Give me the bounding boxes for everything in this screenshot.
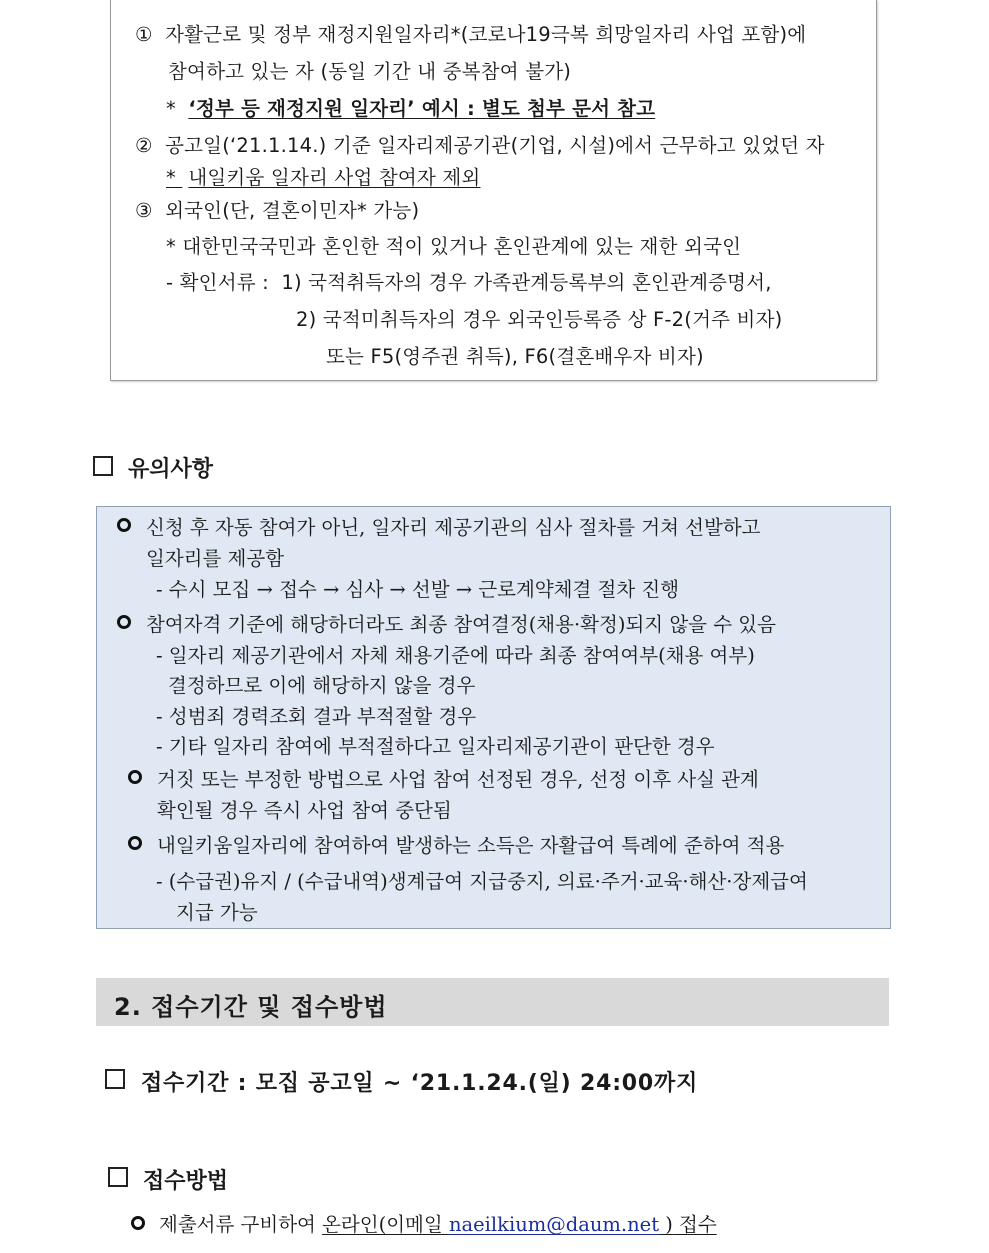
note-mark: * xyxy=(166,97,176,120)
eligibility-item-1 xyxy=(135,19,806,47)
notice-item-4-sub: - (수급권)유지 / (수급내역)생계급여 지급중지, 의료·주거·교육·해산·장제급여 xyxy=(156,870,808,893)
item-number: ① xyxy=(135,23,153,46)
method-heading: 접수방법 xyxy=(143,1169,229,1194)
notice-item-1-cont: 일자리를 제공함 xyxy=(146,547,285,570)
item-number: ③ xyxy=(135,199,153,222)
circle-bullet-icon xyxy=(128,770,142,784)
notice-item-2: 참여자격 기준에 해당하더라도 최종 참여결정(채용·확정)되지 않을 수 있음 xyxy=(146,613,776,636)
checkbox-icon xyxy=(93,456,113,476)
circle-bullet-icon xyxy=(117,615,131,629)
notice-item-4-sub-cont: 지급 가능 xyxy=(176,901,258,924)
notice-item-2-sub-1: - 일자리 제공기관에서 자체 채용기준에 따라 최종 참여여부(채용 여부) xyxy=(156,644,755,667)
checkbox-icon xyxy=(105,1069,125,1089)
notice-item-2-sub-2: - 성범죄 경력조회 결과 부적절할 경우 xyxy=(156,705,477,728)
docs-label: - 확인서류 : xyxy=(166,271,269,294)
eligibility-item-1-cont: 참여하고 있는 자 (동일 기간 내 중복참여 불가) xyxy=(168,60,572,83)
circle-bullet-icon xyxy=(131,1216,145,1230)
notice-item-4: 내일키움일자리에 참여하여 발생하는 소득은 자활급여 특례에 준하여 적용 xyxy=(157,834,785,857)
circle-bullet-icon xyxy=(117,518,131,532)
eligibility-item-2-note xyxy=(166,162,480,190)
method-online: 온라인(이메일 naeilkium@daum.net ) 접수 xyxy=(322,1213,717,1236)
eligibility-item-3 xyxy=(135,195,419,223)
eligibility-item-3-docs xyxy=(166,267,772,295)
note-mark: * xyxy=(166,166,176,189)
docs-line-2: 2) 국적미취득자의 경우 외국인등록증 상 F-2(거주 비자) xyxy=(296,308,783,331)
eligibility-item-3-note: * 대한민국국민과 혼인한 적이 있거나 혼인관계에 있는 재한 외국인 xyxy=(166,235,742,258)
notice-item-1: 신청 후 자동 참여가 아닌, 일자리 제공기관의 심사 절차를 거쳐 선발하고 xyxy=(146,516,761,539)
email-link[interactable]: naeilkium@daum.net xyxy=(448,1213,660,1236)
note-text: 내일키움 일자리 사업 참여자 제외 xyxy=(188,166,481,189)
docs-line-3: 또는 F5(영주권 취득), F6(결혼배우자 비자) xyxy=(326,345,704,368)
notice-item-2-sub-3: - 기타 일자리 참여에 부적절하다고 일자리제공기관이 판단한 경우 xyxy=(156,735,715,758)
notice-item-1-sub: - 수시 모집 → 접수 → 심사 → 선발 → 근로계약체결 절차 진행 xyxy=(156,578,680,601)
item-text: 자활근로 및 정부 재정지원일자리*(코로나19극복 희망일자리 사업 포함)에 xyxy=(165,23,807,46)
method-prefix: 제출서류 구비하여 xyxy=(159,1213,323,1236)
checkbox-icon xyxy=(108,1167,128,1187)
eligibility-item-1-note xyxy=(166,93,655,121)
notice-item-3: 거짓 또는 부정한 방법으로 사업 참여 선정된 경우, 선정 이후 사실 관계 xyxy=(157,768,759,791)
method-line xyxy=(159,1209,717,1237)
note-text: ‘정부 등 재정지원 일자리’ 예시 : 별도 첨부 문서 참고 xyxy=(188,97,656,120)
section-header-bar xyxy=(96,978,889,1026)
item-number: ② xyxy=(135,134,153,157)
docs-line-1: 1) 국적취득자의 경우 가족관계등록부의 혼인관계증명서, xyxy=(281,271,772,294)
item-text: 외국인(단, 결혼이민자* 가능) xyxy=(165,199,420,222)
circle-bullet-icon xyxy=(128,836,142,850)
eligibility-item-2 xyxy=(135,130,825,158)
notice-heading: 유의사항 xyxy=(128,457,214,482)
item-text: 공고일(‘21.1.14.) 기준 일자리제공기관(기업, 시설)에서 근무하고 있었던 자 xyxy=(165,134,825,157)
notice-item-3-cont: 확인될 경우 즉시 사업 참여 중단됨 xyxy=(157,799,452,822)
section-title: 2. 접수기간 및 접수방법 xyxy=(114,993,388,1021)
notice-item-2-sub-1-cont: 결정하므로 이에 해당하지 않을 경우 xyxy=(168,674,476,697)
reception-period: 접수기간 : 모집 공고일 ~ ‘21.1.24.(일) 24:00까지 xyxy=(141,1071,699,1096)
